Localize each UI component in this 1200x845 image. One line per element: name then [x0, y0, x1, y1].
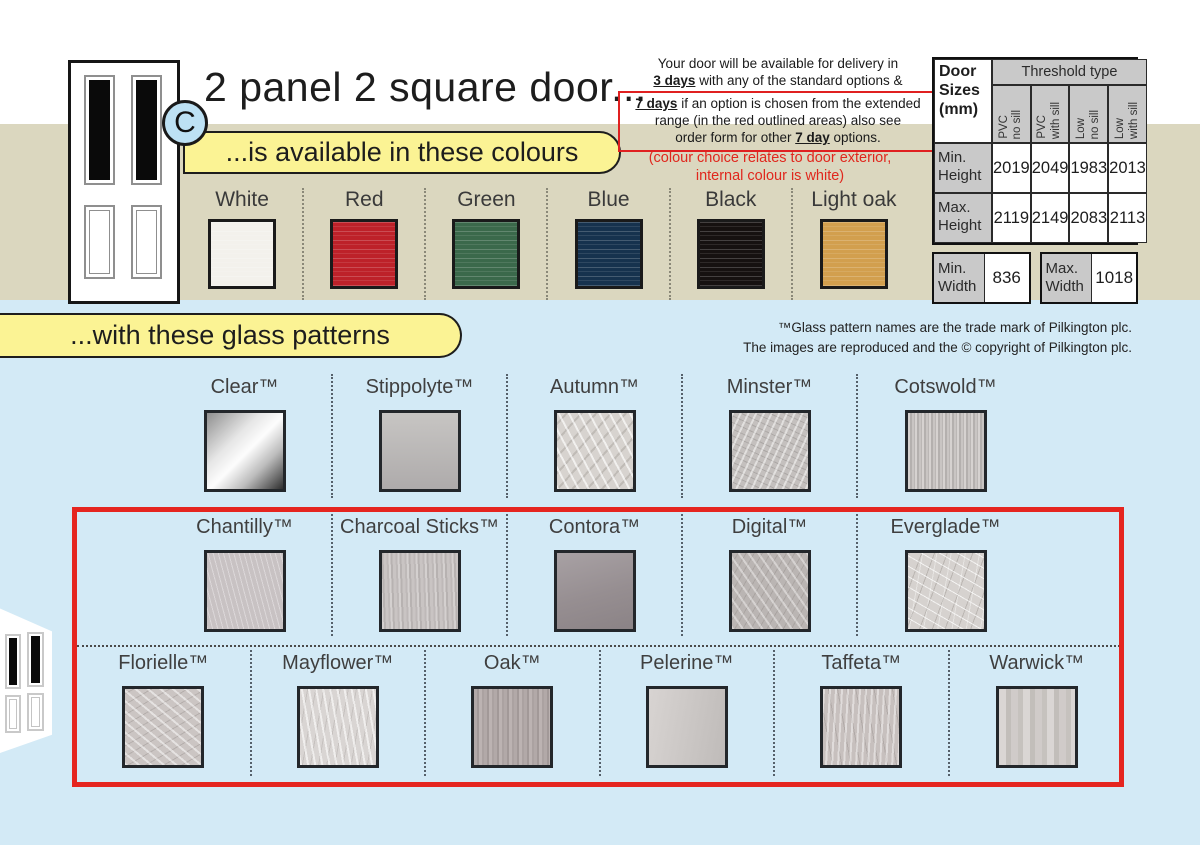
colour-option	[793, 188, 915, 300]
colour-option	[304, 188, 426, 300]
colour-swatch-blue	[575, 219, 643, 289]
glass-pattern-name: Stippolyte™	[365, 376, 474, 398]
table-value: 2083	[1069, 193, 1108, 243]
glass-pattern-name: Cotswold™	[894, 376, 997, 398]
glass-pattern-name: Chantilly™	[196, 516, 293, 538]
glass-patterns-banner: ...with these glass patterns	[0, 313, 462, 358]
glass-pattern	[158, 514, 333, 636]
extended-range-divider	[77, 645, 1124, 647]
glass-pattern-name: Autumn™	[550, 376, 639, 398]
door-panel-solid	[84, 205, 115, 279]
glass-pattern	[950, 650, 1125, 776]
glass-patterns-standard-row	[158, 374, 1033, 498]
glass-pattern-name: Minster™	[726, 376, 813, 398]
glass-swatch-autumn	[554, 410, 636, 492]
colour-name: White	[215, 188, 269, 211]
column-header: PVC with sill	[1031, 85, 1070, 143]
glass-pattern-name: Clear™	[210, 376, 279, 398]
colour-choice-note: (colour choice relates to door exterior, internal colour is white)	[648, 150, 892, 184]
glass-pattern	[77, 650, 252, 776]
table-value: 2119	[992, 193, 1031, 243]
colour-swatch-light-oak	[820, 219, 888, 289]
pilkington-trademark-note: ™Glass pattern names are the trade mark of Pilkington plc. The images are reproduced and the © copyright of Pilkington plc.	[743, 320, 1132, 355]
mini-door-panel	[5, 634, 21, 689]
glass-swatch-stippolyte	[379, 410, 461, 492]
glass-swatch-charcoal-sticks	[379, 550, 461, 632]
mini-door-panel	[27, 632, 44, 687]
glass-pattern-name: Warwick™	[989, 652, 1085, 674]
column-header: PVC no sill	[992, 85, 1031, 143]
colour-option	[182, 188, 304, 300]
glass-pattern-name: Mayflower™	[282, 652, 394, 674]
delivery-line: Your door will be available for delivery in	[657, 56, 899, 71]
column-header: Low with sill	[1108, 85, 1147, 143]
delivery-line: order form for other 7 day options.	[675, 130, 881, 145]
delivery-note	[618, 55, 938, 152]
threshold-type-header: Threshold type	[992, 59, 1147, 85]
glass-swatch-taffeta	[820, 686, 902, 768]
colour-name: Green	[457, 188, 516, 211]
glass-swatch-mayflower	[297, 686, 379, 768]
glass-pattern	[683, 514, 858, 636]
door-panel-solid	[131, 205, 162, 279]
glass-pattern	[858, 514, 1033, 636]
glass-pattern	[426, 650, 601, 776]
door-panel-glass	[84, 75, 115, 185]
glass-pattern	[858, 374, 1033, 498]
colour-swatch-green	[452, 219, 520, 289]
colour-option	[548, 188, 670, 300]
glass-pattern	[775, 650, 950, 776]
row-label: Min. Height	[934, 143, 992, 193]
glass-pattern-name: Taffeta™	[821, 652, 902, 674]
glass-pattern	[333, 374, 508, 498]
door-sizes-table	[932, 57, 1146, 304]
door-panel-glass	[131, 75, 162, 185]
min-width-box: Min. Width 836	[932, 252, 1031, 304]
mini-door-panel	[5, 695, 21, 733]
delivery-line: 3 days with any of the standard options &	[653, 73, 903, 88]
glass-swatch-contora	[554, 550, 636, 632]
glass-swatch-minster	[729, 410, 811, 492]
mini-door-panel	[27, 693, 44, 731]
glass-swatch-chantilly	[204, 550, 286, 632]
colours-banner: ...is available in these colours	[183, 131, 621, 174]
delivery-line: 7 days if an option is chosen from the extended	[635, 96, 921, 111]
row-label: Max. Height	[934, 193, 992, 243]
colour-options-row	[182, 188, 915, 300]
colour-name: Light oak	[811, 188, 897, 211]
table-value: 2113	[1108, 193, 1147, 243]
glass-swatch-everglade	[905, 550, 987, 632]
glass-pattern	[333, 514, 508, 636]
colour-name: Red	[344, 188, 384, 211]
glass-swatch-cotswold	[905, 410, 987, 492]
table-value: 2149	[1031, 193, 1070, 243]
table-value: 2019	[992, 143, 1031, 193]
max-width-box: Max. Width 1018	[1040, 252, 1139, 304]
glass-patterns-extended-row-1	[158, 514, 1033, 636]
glass-pattern	[158, 374, 333, 498]
table-corner-label: Door Sizes (mm)	[934, 59, 992, 143]
glass-pattern	[252, 650, 427, 776]
table-value: 2049	[1031, 143, 1070, 193]
glass-swatch-florielle	[122, 686, 204, 768]
column-header: Low no sill	[1069, 85, 1108, 143]
glass-swatch-pelerine	[646, 686, 728, 768]
door-illustration	[68, 60, 180, 304]
glass-pattern-name: Contora™	[548, 516, 641, 538]
colour-swatch-black	[697, 219, 765, 289]
colour-swatch-white	[208, 219, 276, 289]
glass-pattern	[508, 374, 683, 498]
glass-pattern	[683, 374, 858, 498]
glass-pattern-name: Charcoal Sticks™	[340, 516, 499, 538]
glass-swatch-digital	[729, 550, 811, 632]
colour-name: Black	[705, 188, 757, 211]
glass-patterns-extended-row-2	[77, 650, 1124, 776]
glass-swatch-oak	[471, 686, 553, 768]
glass-pattern-name: Oak™	[483, 652, 541, 674]
style-letter-badge: C	[162, 100, 208, 146]
delivery-line: range (in the red outlined areas) also see	[654, 113, 902, 128]
table-value: 2013	[1108, 143, 1147, 193]
glass-pattern-name: Digital™	[731, 516, 808, 538]
glass-swatch-warwick	[996, 686, 1078, 768]
extended-range-delivery-box	[618, 91, 938, 152]
glass-pattern-name: Florielle™	[118, 652, 209, 674]
glass-pattern	[601, 650, 776, 776]
glass-pattern-name: Everglade™	[890, 516, 1001, 538]
glass-pattern	[508, 514, 683, 636]
glass-swatch-clear	[204, 410, 286, 492]
table-value: 1983	[1069, 143, 1108, 193]
colour-swatch-red	[330, 219, 398, 289]
page-title: 2 panel 2 square door...	[204, 64, 647, 110]
glass-pattern-name: Pelerine™	[640, 652, 734, 674]
colour-name: Blue	[587, 188, 630, 211]
colour-option	[671, 188, 793, 300]
colour-option	[426, 188, 548, 300]
